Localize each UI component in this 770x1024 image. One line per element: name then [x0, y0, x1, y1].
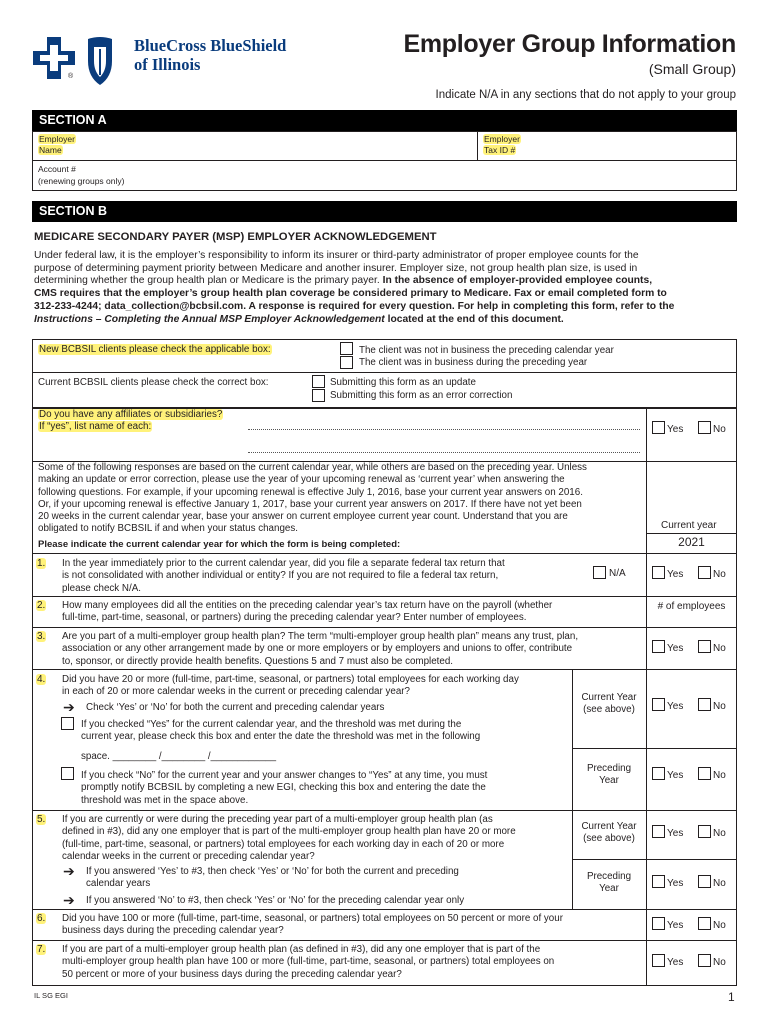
page-subtitle: (Small Group)	[648, 61, 736, 77]
q5-current-year-label: Current Year (see above)	[581, 821, 637, 845]
q5-current-yes-checkbox[interactable]	[652, 825, 665, 838]
new-client-in-business-checkbox[interactable]	[340, 356, 353, 369]
q4-text: Did you have 20 or more (full-time, part-time, seasonal, or partners) total employees for each working day in each of 20 or more calendar weeks in the current or preceding calendar year?	[62, 674, 519, 698]
affiliates-yes-checkbox[interactable]	[652, 421, 665, 434]
q3-text: Are you part of a multi-employer group health plan? The term “multi-employer group health plan” means any trust, plan, association or any other arrangement made by one or more employers or by employers and unions to offer, contribute to, sponsor, or directly provide health benefits. Questions 5 and 7 must also be completed.	[62, 631, 579, 667]
q2-employees-input[interactable]	[648, 614, 735, 626]
bluecross-cross-icon	[32, 35, 132, 87]
affiliates-no-checkbox[interactable]	[698, 421, 711, 434]
q4-sub1-text: If you checked “Yes” for the current calendar year, and the threshold was met during the current year, please check this box and enter the date the threshold was met in the following space. ________ /________ /____________	[81, 719, 481, 762]
q6-number: 6.	[37, 913, 46, 924]
q2-employees-label: # of employees	[657, 601, 726, 612]
q5-number: 5.	[37, 814, 46, 825]
q5-sub1-text: If you answered ‘Yes’ to #3, then check ‘Yes’ or ‘No’ for both the current and preceding calendar years	[86, 866, 459, 890]
q7-no-label: No	[713, 957, 726, 968]
affiliates-name-line-2[interactable]	[248, 452, 640, 453]
year-cell-top	[646, 533, 737, 534]
section-b-header: SECTION B	[32, 201, 737, 222]
q3-yes-label: Yes	[667, 643, 684, 654]
calendar-note: Some of the following responses are based on the current calendar year, while others are based on the preceding year. Unless making an update or error correction, please use the year of your upcoming renewal as ‘current year’ when answering the following questions. For example, if your upcoming renewal is effective July 1, 2016, base your current year answers on 2016. Or, if your upcoming renewal is effective January 1, 2017, base your current year answers on 2017. If there have not yet been 20 weeks in the current calendar year, base your answer on current employee current year count. Understand that you are obligated to notify BCBSIL if and when your status changes.	[38, 462, 587, 535]
q4-current-no-checkbox[interactable]	[698, 698, 711, 711]
q5-text: If you are currently or were during the preceding year part of a multi-employer group health plan (as defined in #3), did any one employer that is part of the multi-employer group health plan have 20 or more (full-time, part-time, seasonal, or partners) total employees for each working day in each of 20 or more calendar weeks in the current or preceding calendar year?	[62, 814, 516, 862]
employer-tax-id-field[interactable]: Employer Tax ID #	[484, 134, 520, 155]
q4-check-instruction: Check ‘Yes’ or ‘No’ for both the current and preceding calendar years	[86, 702, 385, 713]
q1-yes-label: Yes	[667, 569, 684, 580]
q1-no-checkbox[interactable]	[698, 566, 711, 579]
q6-bottom-divider	[32, 940, 737, 941]
q6-yes-label: Yes	[667, 920, 684, 931]
arrow-right-icon: ➔	[63, 892, 75, 908]
q4-current-yes-label: Yes	[667, 701, 684, 712]
new-clients-label: New BCBSIL clients please check the applicable box:	[39, 344, 271, 355]
q1-na-checkbox[interactable]	[593, 566, 606, 579]
page-title: Employer Group Information	[403, 30, 736, 58]
page-number: 1	[728, 990, 735, 1004]
bcbs-logo	[32, 35, 132, 87]
q6-no-checkbox[interactable]	[698, 917, 711, 930]
q1-text: In the year immediately prior to the current calendar year, did you file a separate federal tax return that is not consolidated with another individual or entity? If you are not required to file a federal tax return, please check N/A.	[62, 558, 505, 594]
q5-sub2-text: If you answered ‘No’ to #3, then check ‘Yes’ or ‘No’ for the preceding calendar year only	[86, 895, 465, 906]
q5-mid-divider	[572, 859, 737, 860]
affiliates-yes-label: Yes	[667, 424, 684, 435]
brand-name	[134, 36, 286, 74]
instruction-line: Indicate N/A in any sections that do not apply to your group	[435, 89, 736, 101]
affiliates-question: Do you have any affiliates or subsidiaries? If “yes”, list name of each:	[39, 409, 223, 433]
q3-yes-checkbox[interactable]	[652, 640, 665, 653]
q5-current-no-checkbox[interactable]	[698, 825, 711, 838]
q7-no-checkbox[interactable]	[698, 954, 711, 967]
q5-preceding-year-label: Preceding Year	[586, 871, 632, 895]
brand-line-2: of Illinois	[134, 55, 201, 74]
current-year-prompt: Please indicate the current calendar year for which the form is being completed:	[38, 539, 401, 550]
msp-paragraph: Under federal law, it is the employer’s responsibility to inform its insurer or third-party administrator of proper employee counts for the purpose of determining payment priority between Medicare and another insurer. Employer size, not group health plan size, is used in determining whether the group health plan or Medicare is the primary payer. In the absence of employer-provided employee counts, CMS requires that the employer’s group health plan coverage be considered primary to Medicare. Fax or email completed form to 312-233-4244; data_collection@bcbsil.com. A response is required for every question. For help in completing this form, refer to the Instructions – Completing the Annual MSP Employer Acknowledgement located at the end of this document.	[34, 250, 675, 325]
q5-current-no-label: No	[713, 828, 726, 839]
current-year-value[interactable]: 2021	[678, 535, 705, 549]
q2-number: 2.	[37, 600, 46, 611]
q5-preceding-no-checkbox[interactable]	[698, 875, 711, 888]
client-divider	[32, 372, 737, 373]
q4-status-change-checkbox[interactable]	[61, 767, 74, 780]
error-correction-checkbox[interactable]	[312, 389, 325, 402]
account-number-field[interactable]: Account # (renewing groups only)	[38, 164, 125, 186]
q1-yes-checkbox[interactable]	[652, 566, 665, 579]
q4-current-year-label: Current Year (see above)	[581, 692, 637, 716]
section-a-vdivider	[477, 131, 478, 160]
q4-number: 4.	[37, 674, 46, 685]
q4-label-column-divider	[572, 669, 573, 810]
current-clients-label: Current BCBSIL clients please check the correct box:	[38, 377, 269, 388]
q2-bottom-divider	[32, 627, 737, 628]
affiliates-name-line-1[interactable]	[248, 429, 640, 430]
q7-number: 7.	[37, 944, 46, 955]
brand-line-1: BlueCross BlueShield	[134, 36, 287, 55]
error-correction-label: Submitting this form as an error correction	[330, 390, 513, 401]
update-label: Submitting this form as an update	[330, 377, 476, 388]
q5-label-column-divider	[572, 810, 573, 909]
section-a-divider	[32, 160, 737, 161]
q7-yes-label: Yes	[667, 957, 684, 968]
q4-preceding-no-checkbox[interactable]	[698, 767, 711, 780]
q4-current-no-label: No	[713, 701, 726, 712]
affiliates-no-label: No	[713, 424, 726, 435]
q1-na-label: N/A	[609, 568, 626, 579]
q1-number: 1.	[37, 558, 46, 569]
q2-text: How many employees did all the entities on the preceding calendar year’s tax return have on the payroll (whether full-time, part-time, seasonal, or partners) during the preceding calendar year? Enter number of employees.	[62, 600, 553, 624]
update-checkbox[interactable]	[312, 375, 325, 388]
new-client-opt2: The client was in business during the preceding year	[359, 357, 588, 368]
q4-preceding-yes-label: Yes	[667, 770, 684, 781]
q4-preceding-year-label: Preceding Year	[586, 763, 632, 787]
q5-preceding-no-label: No	[713, 878, 726, 889]
q4-preceding-no-label: No	[713, 770, 726, 781]
q4-mid-divider	[572, 748, 737, 749]
q4-current-yes-checkbox[interactable]	[652, 698, 665, 711]
q6-text: Did you have 100 or more (full-time, part-time, seasonal, or partners) total employees on 50 percent or more of your business days during the preceding calendar year?	[62, 913, 563, 937]
q1-bottom-divider	[32, 596, 737, 597]
new-client-opt1: The client was not in business the preceding calendar year	[359, 345, 614, 356]
q7-text: If you are part of a multi-employer group health plan (as defined in #3), did any one employer that is part of the multi-employer group health plan have 100 or more (full-time, part-time, seasonal, or partners) total employees on 50 percent or more of your business days during the preceding calendar year?	[62, 944, 555, 980]
new-client-not-in-business-checkbox[interactable]	[340, 342, 353, 355]
arrow-right-icon: ➔	[63, 863, 75, 879]
section-a-header: SECTION A	[32, 110, 737, 131]
q4-preceding-yes-checkbox[interactable]	[652, 767, 665, 780]
q4-bottom-divider	[32, 810, 737, 811]
q4-threshold-met-checkbox[interactable]	[61, 717, 74, 730]
answer-column-divider	[646, 408, 647, 986]
section-a-form	[32, 131, 737, 191]
q5-bottom-divider	[32, 909, 737, 910]
q5-preceding-yes-label: Yes	[667, 878, 684, 889]
current-year-label: Current year	[661, 520, 717, 531]
q3-bottom-divider	[32, 669, 737, 670]
q1-top-divider	[32, 553, 737, 554]
q4-sub2-text: If you check “No” for the current year and your answer changes to “Yes” at any time, you must promptly notify BCBSIL by completing a new EGI, checking this box and entering the date the threshold was met in the space above.	[81, 770, 488, 806]
q5-preceding-yes-checkbox[interactable]	[652, 875, 665, 888]
q7-yes-checkbox[interactable]	[652, 954, 665, 967]
form-code: IL SG EGI	[34, 991, 68, 1000]
q6-no-label: No	[713, 920, 726, 931]
q3-no-checkbox[interactable]	[698, 640, 711, 653]
msp-heading: MEDICARE SECONDARY PAYER (MSP) EMPLOYER ACKNOWLEDGEMENT	[34, 231, 437, 243]
q6-yes-checkbox[interactable]	[652, 917, 665, 930]
arrow-right-icon: ➔	[63, 699, 75, 715]
employer-name-field[interactable]: Employer Name	[39, 134, 75, 155]
q5-current-yes-label: Yes	[667, 828, 684, 839]
registered-mark: ®	[68, 73, 74, 80]
q3-number: 3.	[37, 631, 46, 642]
q3-no-label: No	[713, 643, 726, 654]
q1-no-label: No	[713, 569, 726, 580]
